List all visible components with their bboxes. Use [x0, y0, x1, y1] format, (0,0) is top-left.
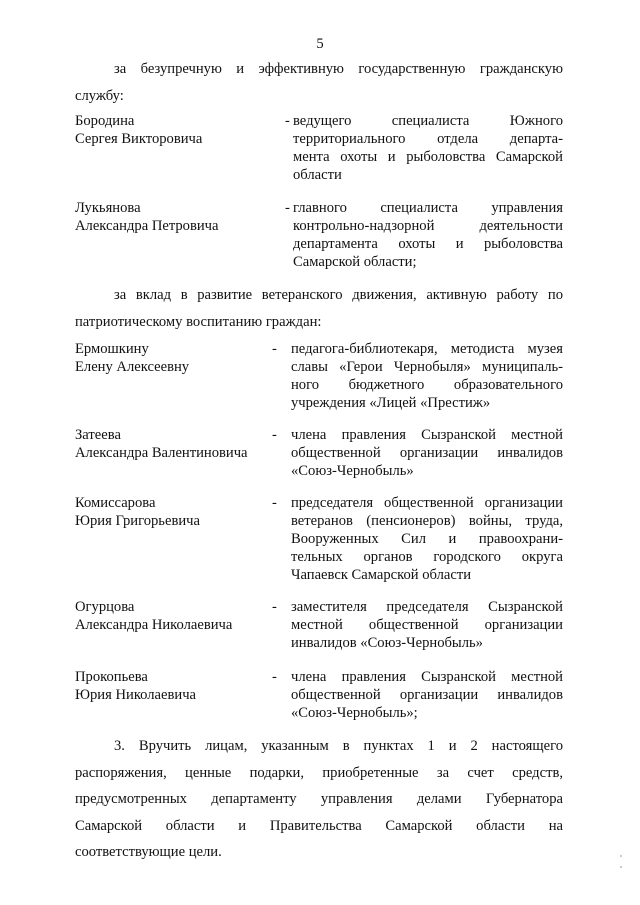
dash: - [285, 113, 290, 129]
position-line: территориального отдела департа- [293, 131, 563, 147]
position-line: общественной организации инвалидов [291, 687, 563, 703]
given-names: Юрия Николаевича [75, 687, 197, 703]
recipient-position [291, 598, 563, 652]
position-line: мента охоты и рыболовства Самарской [293, 149, 563, 165]
recipient-position [291, 494, 563, 584]
paragraph-line: распоряжения, ценные подарки, приобретенные за счет средств, [75, 764, 563, 781]
position-line: ветеранов (пенсионеров) войны, труда, [291, 513, 563, 529]
recipient-name [75, 340, 275, 376]
recipient-position [291, 668, 563, 722]
position-line: учреждения «Лицей «Престиж» [291, 395, 491, 411]
surname: Огурцова [75, 599, 135, 615]
section3-paragraph [75, 733, 563, 866]
surname: Комиссарова [75, 495, 156, 511]
section2-intro [75, 282, 563, 336]
given-names: Елену Алексеевну [75, 359, 190, 375]
surname: Прокопьева [75, 669, 148, 685]
recipient-position [291, 340, 563, 412]
position-line: члена правления Сызранской местной [291, 427, 563, 443]
paragraph-line: соответствующие цели. [75, 844, 222, 860]
position-line: «Союз-Чернобыль» [291, 463, 414, 479]
recipient-position [293, 199, 563, 271]
recipient-name [75, 668, 275, 704]
section1-intro [75, 56, 563, 110]
position-line: Самарской области; [293, 254, 417, 270]
award-entry [75, 199, 563, 279]
paragraph-line: 3. Вручить лицам, указанным в пунктах 1 и 2 настоящего [114, 738, 563, 754]
position-line: «Союз-Чернобыль»; [291, 705, 418, 721]
award-entry [75, 340, 563, 420]
dash: - [272, 341, 277, 357]
given-names: Александра Николаевича [75, 617, 233, 633]
position-line: ведущего специалиста Южного [293, 113, 563, 129]
surname: Затеева [75, 427, 121, 443]
position-line: педагога-библиотекаря, методиста музея [291, 341, 563, 357]
given-names: Сергея Викторовича [75, 131, 203, 147]
position-line: члена правления Сызранской местной [291, 669, 563, 685]
position-line: общественной организации инвалидов [291, 445, 563, 461]
dash: - [285, 200, 290, 216]
given-names: Александра Валентиновича [75, 445, 248, 461]
position-line: заместителя председателя Сызранской [291, 599, 563, 615]
award-entry [75, 598, 563, 678]
dash: - [272, 669, 277, 685]
award-entry [75, 494, 563, 594]
dash: - [272, 427, 277, 443]
page-number: 5 [316, 36, 324, 52]
paragraph-line: предусмотренных департаменту управления делами Губернатора [75, 791, 563, 807]
dash: - [272, 599, 277, 615]
intro-line: службу: [75, 88, 124, 104]
surname: Бородина [75, 113, 135, 129]
position-line: инвалидов «Союз-Чернобыль» [291, 635, 483, 651]
intro-line: за безупречную и эффективную государственную гражданскую [114, 61, 563, 77]
dash: - [272, 495, 277, 511]
recipient-name [75, 199, 275, 235]
recipient-position [291, 426, 563, 480]
position-line: главного специалиста управления [293, 200, 563, 216]
recipient-name [75, 494, 275, 530]
recipient-name [75, 426, 275, 462]
position-line: местной общественной организации [291, 617, 563, 633]
position-line: славы «Герои Чернобыля» муниципаль- [291, 359, 563, 375]
paragraph-line: Самарской области и Правительства Самарской области на [75, 817, 563, 834]
recipient-name [75, 598, 275, 634]
position-line: ного бюджетного образовательного [291, 377, 563, 393]
recipient-name [75, 112, 275, 148]
position-line: департамента охоты и рыболовства [293, 236, 563, 252]
position-line: Чапаевск Самарской области [291, 567, 472, 583]
given-names: Юрия Григорьевича [75, 513, 200, 529]
intro-line: патриотическому воспитанию граждан: [75, 314, 322, 330]
intro-line: за вклад в развитие ветеранского движения, активную работу по [114, 287, 563, 303]
award-entry [75, 112, 563, 192]
surname: Лукьянова [75, 200, 141, 216]
surname: Ермошкину [75, 341, 149, 357]
position-line: тельных органов городского округа [291, 549, 563, 565]
position-line: Вооруженных Сил и правоохрани- [291, 531, 563, 547]
position-line: области [293, 167, 342, 183]
given-names: Александра Петровича [75, 218, 219, 234]
scan-speck [620, 866, 622, 868]
scan-speck [620, 855, 622, 857]
recipient-position [293, 112, 563, 184]
position-line: председателя общественной организации [291, 495, 563, 511]
position-line: контрольно-надзорной деятельности [293, 218, 563, 234]
